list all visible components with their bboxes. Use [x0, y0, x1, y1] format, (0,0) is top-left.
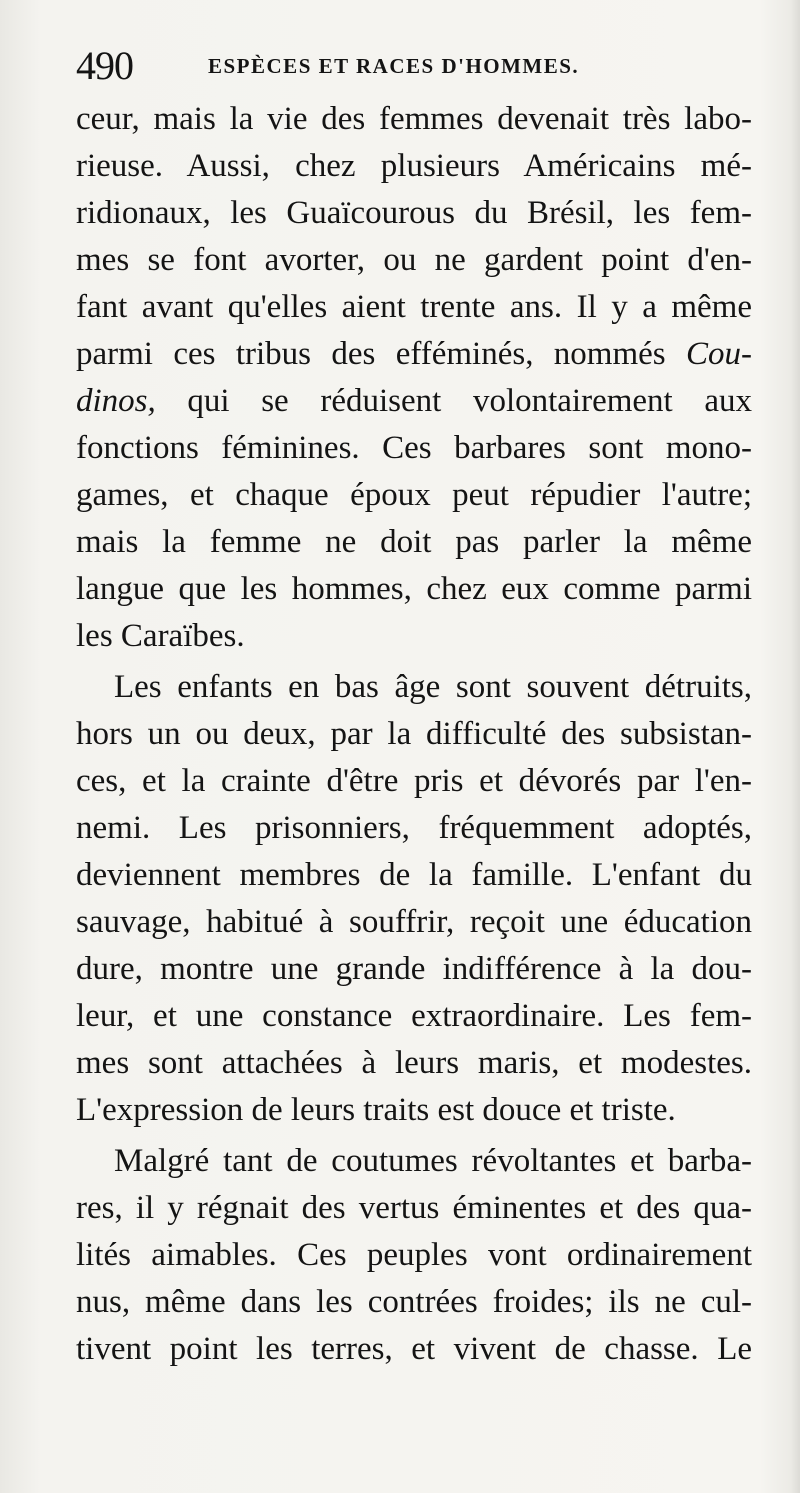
page-header — [76, 40, 756, 92]
text-line: deviennent membres de la famille. L'enfant du — [76, 857, 752, 893]
text-line: mais la femme ne doit pas parler la même — [76, 524, 752, 560]
text-line: nus, même dans les contrées froides; ils ne cul- — [76, 1284, 752, 1320]
text-line: fonctions féminines. Ces barbares sont mono- — [76, 430, 752, 466]
text-line: nemi. Les prisonniers, fréquemment adoptés, — [76, 810, 752, 846]
text-line: Les enfants en bas âge sont souvent détruits, — [114, 669, 752, 705]
text-line: games, et chaque époux peut répudier l'autre; — [76, 477, 752, 513]
paragraph — [76, 1138, 752, 1373]
text-line: Malgré tant de coutumes révoltantes et barba- — [114, 1143, 752, 1179]
text-line: ces, et la crainte d'être pris et dévorés par l'en- — [76, 763, 752, 799]
text-line-with-italic — [76, 378, 752, 425]
text-line: fant avant qu'elles aient trente ans. Il y a même — [76, 289, 752, 325]
body-text — [76, 96, 752, 1373]
text-line: hors un ou deux, par la difficulté des subsistan- — [76, 716, 752, 752]
text-line: L'expression de leurs traits est douce et triste. — [76, 1092, 676, 1128]
text-line: ridionaux, les Guaïcourous du Brésil, les fem- — [76, 195, 752, 231]
text-line: mes sont attachées à leurs maris, et modestes. — [76, 1045, 752, 1081]
text-segment: qui se réduisent volontairement aux — [187, 383, 752, 419]
text-line-with-italic — [76, 331, 752, 378]
paragraph — [76, 96, 752, 660]
text-line: sauvage, habitué à souffrir, reçoit une éducation — [76, 904, 752, 940]
text-line: les Caraïbes. — [76, 618, 245, 654]
text-line: ceur, mais la vie des femmes devenait très labo- — [76, 101, 752, 137]
text-segment: parmi ces tribus des efféminés, nommés — [76, 336, 666, 372]
text-line: leur, et une constance extraordinaire. Les fem- — [76, 998, 752, 1034]
running-head: ESPÈCES ET RACES D'HOMMES. — [208, 54, 580, 78]
italic-term: dinos, — [76, 383, 156, 419]
text-line: lités aimables. Ces peuples vont ordinairement — [76, 1237, 752, 1273]
text-line: res, il y régnait des vertus éminentes et des qua- — [76, 1190, 752, 1226]
text-line: langue que les hommes, chez eux comme parmi — [76, 571, 752, 607]
text-line: tivent point les terres, et vivent de chasse. Le — [76, 1331, 752, 1367]
text-line: mes se font avorter, ou ne gardent point d'en- — [76, 242, 752, 278]
italic-term: Cou- — [686, 336, 752, 372]
paragraph — [76, 664, 752, 1134]
text-line: rieuse. Aussi, chez plusieurs Américains mé- — [76, 148, 752, 184]
page-number: 490 — [76, 43, 133, 88]
text-line: dure, montre une grande indifférence à la dou- — [76, 951, 752, 987]
